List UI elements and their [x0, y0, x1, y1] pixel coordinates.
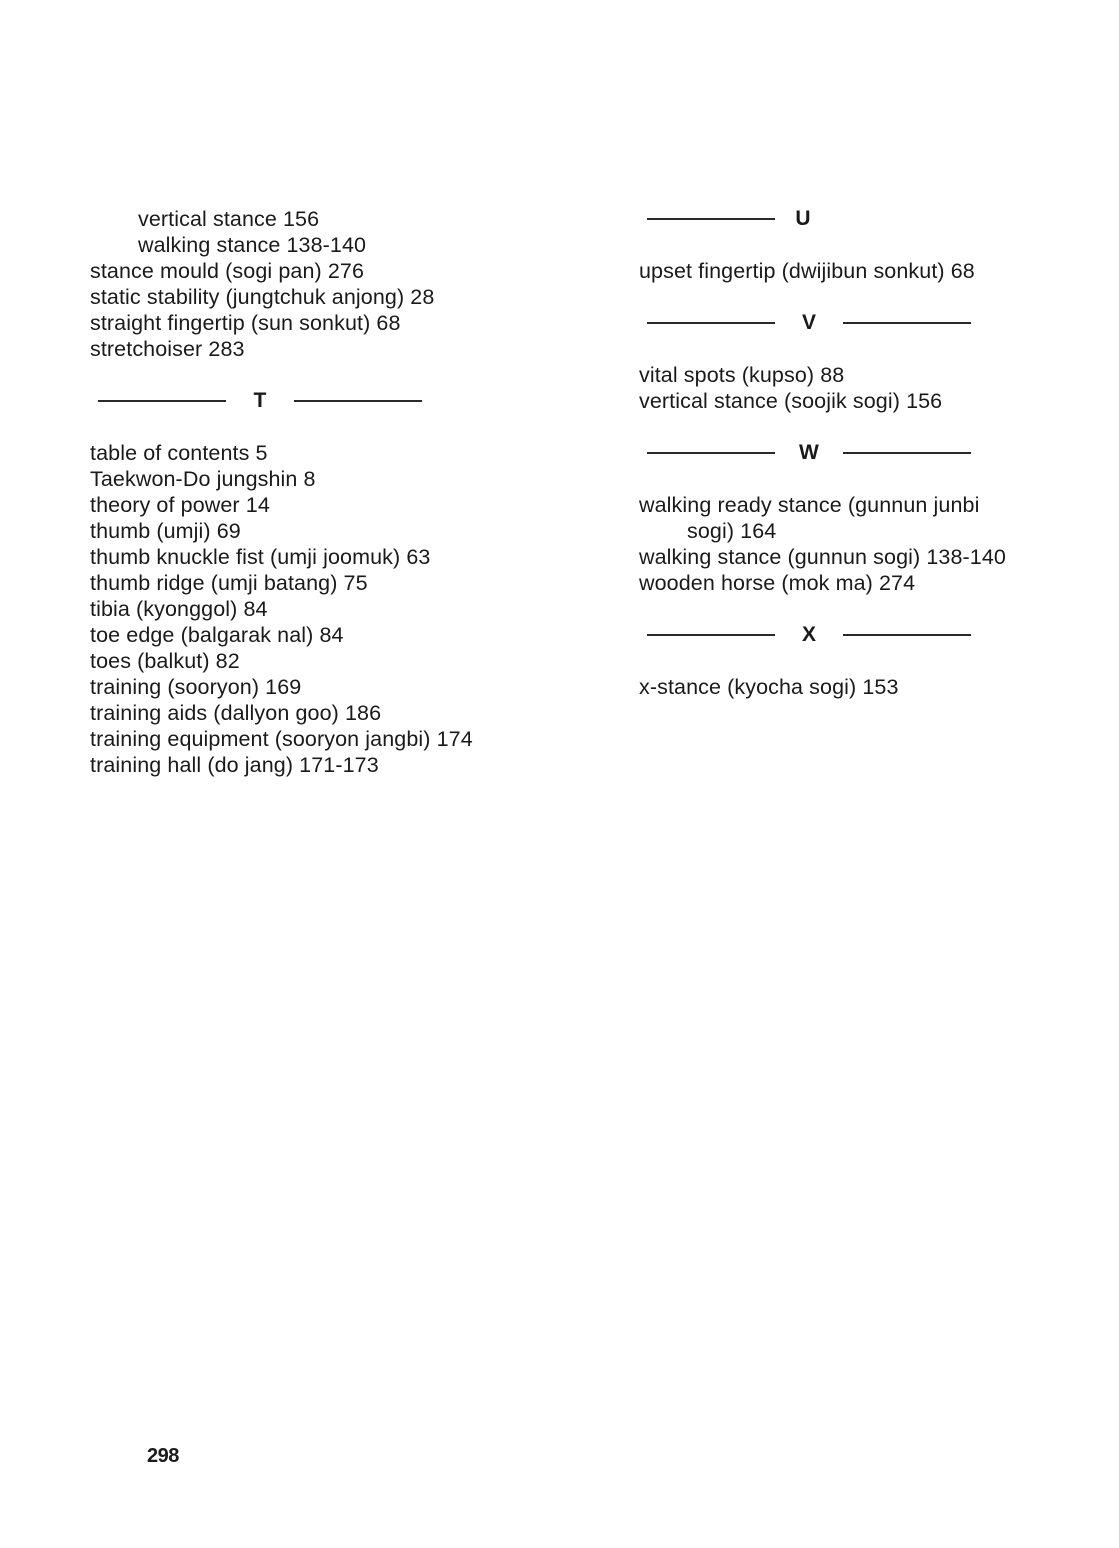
index-entry: vertical stance 156	[138, 207, 320, 231]
index-entry: thumb ridge (umji batang) 75	[90, 571, 368, 595]
index-entry: training equipment (sooryon jangbi) 174	[90, 727, 473, 751]
header-rule	[647, 634, 775, 636]
header-rule	[647, 322, 775, 324]
header-rule	[843, 452, 971, 454]
header-rule	[294, 400, 422, 402]
index-entry: tibia (kyonggol) 84	[90, 597, 268, 621]
section-header-w	[647, 440, 1089, 466]
section-letter: T	[253, 389, 267, 412]
section-header-t	[98, 388, 560, 414]
index-entry: training (sooryon) 169	[90, 675, 302, 699]
index-entry: x-stance (kyocha sogi) 153	[639, 675, 899, 699]
index-entry: stance mould (sogi pan) 276	[90, 259, 365, 283]
section-header-v	[647, 310, 1089, 336]
index-entry: thumb (umji) 69	[90, 519, 241, 543]
index-entry: walking stance 138-140	[138, 233, 367, 257]
page-number: 298	[147, 1445, 179, 1467]
index-entry-line: walking ready stance (gunnun junbi	[639, 493, 980, 517]
section-header-u	[647, 206, 1089, 232]
index-entry: table of contents 5	[90, 441, 268, 465]
section-letter: V	[801, 311, 817, 334]
index-column-left	[90, 206, 560, 778]
index-entry: vital spots (kupso) 88	[639, 363, 845, 387]
header-rule	[98, 400, 226, 402]
header-rule	[843, 322, 971, 324]
header-rule	[647, 218, 775, 220]
index-entry-continuation: sogi) 164	[687, 519, 777, 543]
index-entry: static stability (jungtchuk anjong) 28	[90, 285, 435, 309]
index-entry: walking stance (gunnun sogi) 138-140	[639, 545, 1006, 569]
section-letter: X	[801, 623, 817, 646]
index-entry: toe edge (balgarak nal) 84	[90, 623, 344, 647]
index-entry: upset fingertip (dwijibun sonkut) 68	[639, 259, 975, 283]
index-entry: wooden horse (mok ma) 274	[639, 571, 916, 595]
index-entry: training aids (dallyon goo) 186	[90, 701, 382, 725]
section-letter: U	[795, 207, 811, 230]
section-header-x	[647, 622, 1089, 648]
index-entry: toes (balkut) 82	[90, 649, 240, 673]
header-rule	[843, 634, 971, 636]
section-letter: W	[799, 441, 819, 464]
index-entry: straight fingertip (sun sonkut) 68	[90, 311, 401, 335]
header-rule	[647, 452, 775, 454]
index-entry: theory of power 14	[90, 493, 270, 517]
index-column-right	[639, 206, 1089, 700]
index-entry: training hall (do jang) 171-173	[90, 753, 379, 777]
index-entry	[639, 492, 1089, 544]
index-entry: vertical stance (soojik sogi) 156	[639, 389, 943, 413]
index-entry: stretchoiser 283	[90, 337, 245, 361]
index-entry: thumb knuckle fist (umji joomuk) 63	[90, 545, 431, 569]
index-entry: Taekwon-Do jungshin 8	[90, 467, 316, 491]
